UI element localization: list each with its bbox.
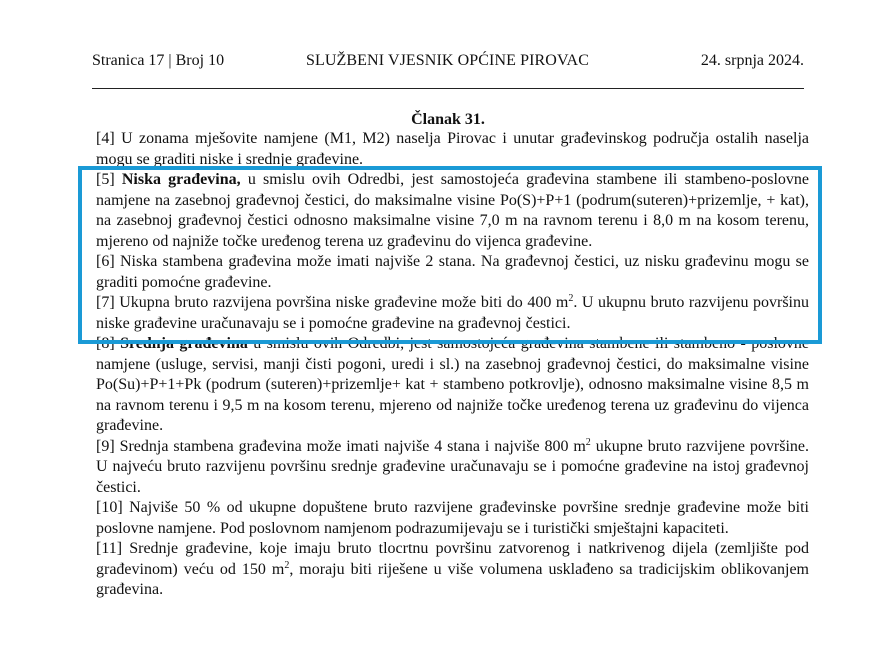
paragraph-text: Niska stambena građevina može imati najviše 2 stana. Na građevnoj čestici, uz nisku građevinu mogu se graditi pomoćne građevine.: [96, 253, 810, 291]
paragraph-11: [96, 539, 809, 601]
paragraph-7: [96, 293, 809, 334]
paragraph-text: Srednja stambena građevina može imati najviše 4 stana i najviše 800 m: [119, 437, 586, 455]
superscript: 2: [568, 293, 574, 304]
paragraph-number: [5]: [96, 171, 115, 188]
paragraph-4: [96, 129, 809, 170]
paragraph-text: u smislu ovih Odredbi, jest samostojeća građevina stambene ili stambeno-poslovne namjene na zasebnoj građevnoj čestici, do maksimalne visine Po(S)+P+1 (podrum(suteren)+prizemlje, + kat), na zasebnoj građevnoj čestici odnosno maksimalne visine 7,0 m na ravnom terenu i 8,0 m na kosom terenu, mjereno od najniže točke uređenog terena uz građevinu do vijenca građevine.: [96, 171, 809, 250]
paragraph-text-cont: . U ukupnu bruto razvijenu površinu niske građevine uračunavaju se i pomoćne građevine na građevnoj čestici.: [96, 294, 810, 332]
paragraph-number: [7]: [96, 294, 115, 311]
article-body: [96, 129, 809, 601]
paragraph-text: Najviše 50 % od ukupne dopuštene bruto razvijene građevinske površine srednje građevine može biti poslovne namjene. Pod poslovnom namjenom podrazumijevaju se i turistički smještajni kapaciteti.: [96, 499, 810, 537]
publication-title: SLUŽBENI VJESNIK OPĆINE PIROVAC: [306, 52, 589, 69]
paragraph-10: [96, 498, 809, 539]
article-title: Članak 31.: [411, 111, 485, 128]
publication-date: 24. srpnja 2024.: [700, 52, 804, 69]
paragraph-text-cont: ukupne bruto razvijene površine. U najveću bruto razvijenu površinu srednje građevine uračunavaju se i pomoćne građevine na istoj građevnoj čestici.: [96, 437, 810, 496]
paragraph-number: [11]: [96, 540, 123, 557]
paragraph-text: u smislu ovih Odredbi, jest samostojeća građevina stambene ili stambeno - poslovne namjene (usluge, servisi, manji čisti pogoni, uredi i sl.) na zasebnoj građevnoj čestici, do maksimalne visine Po(Su)+P+1+Pk (podrum (suteren)+prizemlje+ kat + stambeno potkrovlje), odnosno maksimalne visine 8,5 m na ravnom terenu i 9,5 m na kosom terenu, mjereno od najniže točke uređenog terena uz građevinu do vijenca građevine.: [96, 335, 810, 434]
paragraph-number: [4]: [96, 130, 115, 147]
defined-term: Srednja građevina: [120, 335, 248, 352]
paragraph-5: [96, 170, 809, 252]
paragraph-number: [8]: [96, 335, 115, 352]
header-divider: [92, 88, 804, 89]
superscript: 2: [284, 559, 290, 571]
defined-term: Niska građevina,: [121, 171, 241, 188]
paragraph-number: [9]: [96, 437, 115, 455]
paragraph-8: [96, 334, 809, 437]
superscript: 2: [585, 436, 591, 448]
paragraph-number: [6]: [96, 253, 115, 270]
paragraph-number: [10]: [96, 499, 123, 516]
paragraph-text-cont: , moraju biti riješene u više volumena usklađeno sa tradicijskim oblikovanjem građevina.: [96, 560, 810, 598]
page-info: Stranica 17 | Broj 10: [92, 52, 225, 69]
page-header: [92, 50, 804, 72]
paragraph-text: Ukupna bruto razvijena površina niske građevine može biti do 400 m: [119, 294, 569, 311]
paragraph-6: [96, 252, 809, 293]
paragraph-9: [96, 437, 809, 499]
paragraph-text: U zonama mješovite namjene (M1, M2) naselja Pirovac i unutar građevinskog područja ostalih naselja mogu se graditi niske i srednje građevine.: [96, 130, 810, 168]
paragraph-text: Srednje građevine, koje imaju bruto tlocrtnu površinu zatvorenog i natkrivenog dijela (zemljište pod građevinom) veću od 150 m: [96, 540, 810, 578]
